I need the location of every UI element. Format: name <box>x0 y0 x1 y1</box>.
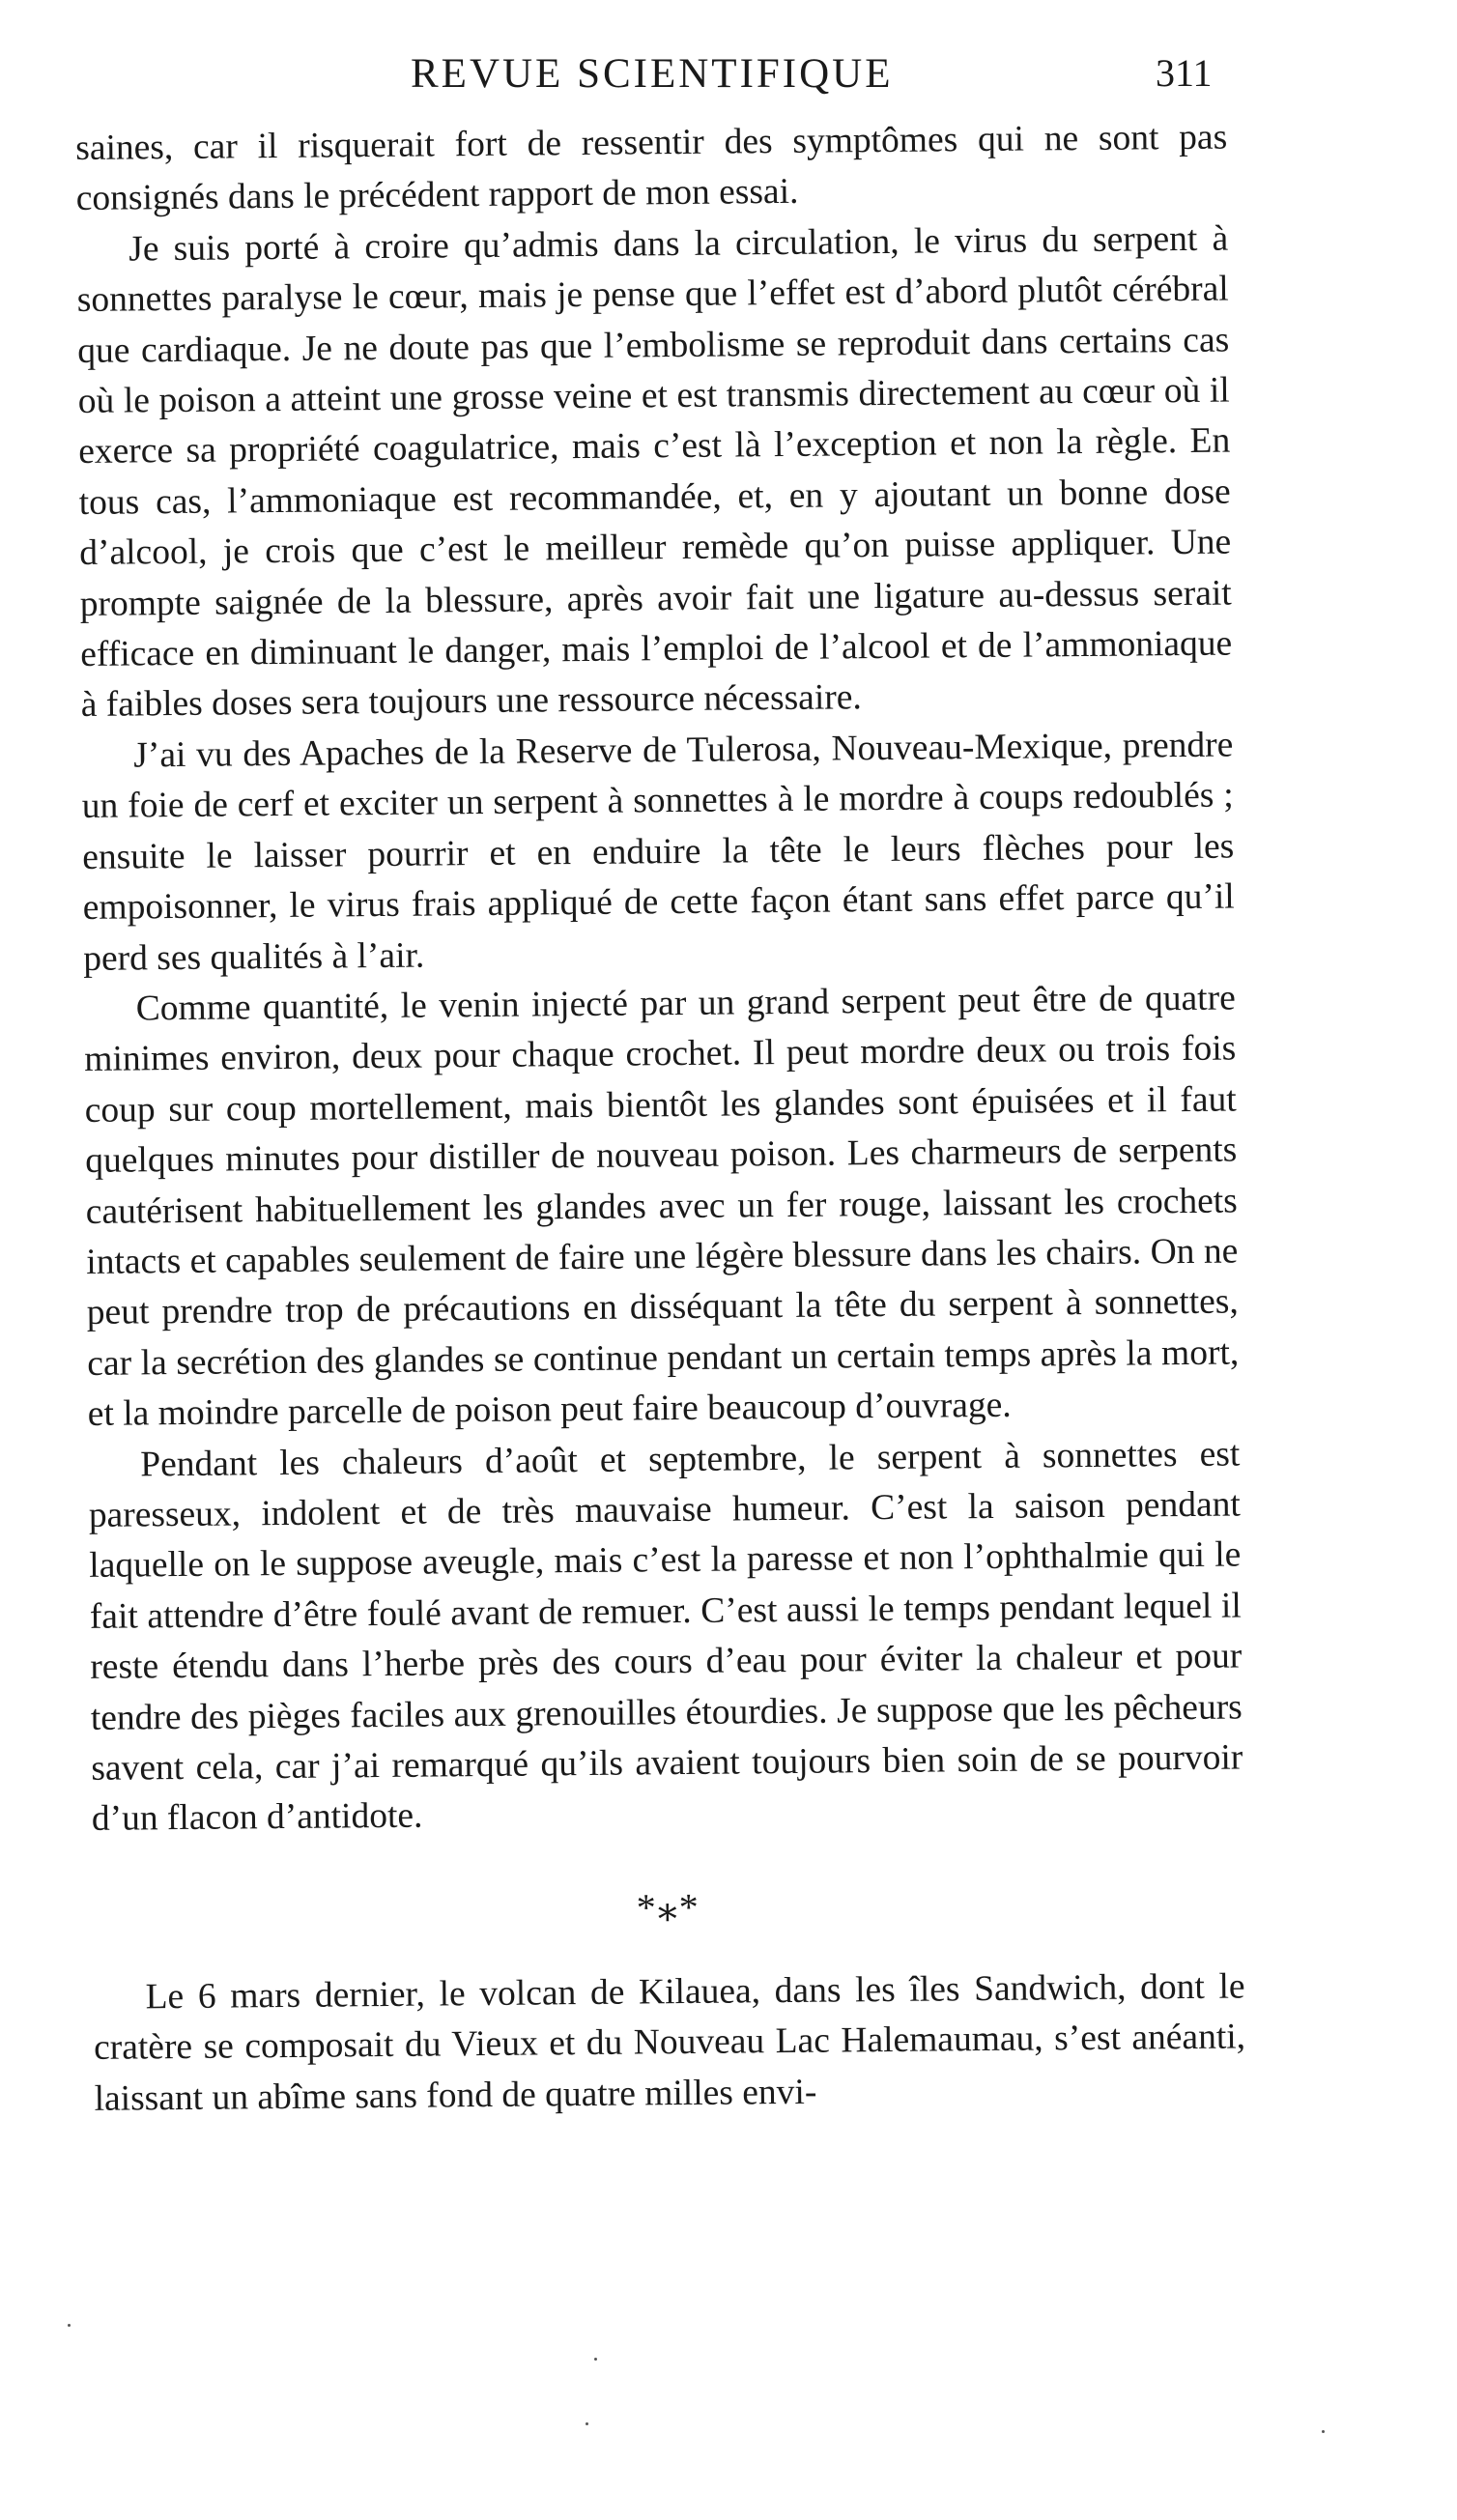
paragraph-continuation: saines, car il risquerait fort de ressentir des symptômes qui ne sont pas consignés dans le précédent rapport de mon essai. <box>75 117 1228 219</box>
section-separator: *⁎* <box>636 1884 700 1930</box>
paragraph-venom-quantity: Comme quantité, le venin injecté par un grand serpent peut être de quatre minimes environ, deux pour chaque crochet. Il peut mordre deux ou trois fois coup sur coup mortellement, mais bientôt les glandes sont épuisées et il faut quelques minutes pour distiller de nouveau poison. Les charmeurs de serpents cautérisent habituellement les glandes avec un fer rouge, laissant les crochets intacts et capables seulement de faire une légère blessure dans les chairs. On ne peut prendre trop de précautions en disséquant la tête du serpent à sonnettes, car la secrétion des glandes se continue pendant un certain temps après la mort, et la moindre parcelle de poison peut faire beaucoup d’ouvrage. <box>84 978 1240 1435</box>
page-header <box>0 50 1457 118</box>
running-title: REVUE SCIENTIFIQUE <box>411 51 894 97</box>
print-speck <box>594 2358 597 2361</box>
print-speck <box>586 2422 588 2425</box>
article-body <box>75 113 1246 2125</box>
print-speck <box>68 2324 71 2327</box>
paragraph-summer-behavior: Pendant les chaleurs d’août et septembre, le serpent à sonnettes est paresseux, indolent et de très mauvaise humeur. C’est la saison pendant laquelle on le suppose aveugle, mais c’est la paresse et non l’ophthalmie qui le fait attendre d’être foulé avant de remuer. C’est aussi le temps pendant lequel il reste étendu dans l’herbe près des cours d’eau pour éviter la chaleur et pour tendre des pièges faciles aux grenouilles étourdies. Je suppose que les pêcheurs savent cela, car j’ai remarqué qu’ils avaient toujours bien soin de se pourvoir d’un flacon d’antidote. <box>88 1434 1243 1840</box>
paragraph-kilauea: Le 6 mars dernier, le volcan de Kilauea, dans les îles Sandwich, dont le cratère se composait du Vieux et du Nouveau Lac Halemaumau, s’est anéanti, laissant un abîme sans fond de quatre milles envi- <box>93 1966 1246 2119</box>
paragraph-venom-effects: Je suis porté à croire qu’admis dans la circulation, le virus du serpent à sonnettes paralyse le cœur, mais je pense que l’effet est d’abord plutôt cérébral que cardiaque. Je ne doute pas que l’embolisme se reproduit dans certains cas où le poison a atteint une grosse veine et est transmis directement au cœur où il exerce sa propriété coagulatrice, mais c’est là l’exception et non la règle. En tous cas, l’ammoniaque est recommandée, et, en y ajoutant un bonne dose d’alcool, je crois que c’est le meilleur remède qu’on puisse appliquer. Une prompte saignée de la blessure, après avoir fait une ligature au-dessus serait efficace en diminuant le danger, mais l’emploi de l’alcool et de l’ammoniaque à faibles doses sera toujours une ressource nécessaire. <box>76 218 1233 726</box>
print-speck <box>1322 2430 1325 2433</box>
page-number: 311 <box>1156 51 1213 95</box>
paragraph-apaches: J’ai vu des Apaches de la Reserve de Tulerosa, Nouveau-Mexique, prendre un foie de cerf et exciter un serpent à sonnettes à le mordre à coups redoublés ; ensuite le laisser pourrir et en enduire la tête le leurs flèches pour les empoisonner, le virus frais appliqué de cette façon étant sans effet parce qu’il perd ses qualités à l’air. <box>81 725 1235 979</box>
